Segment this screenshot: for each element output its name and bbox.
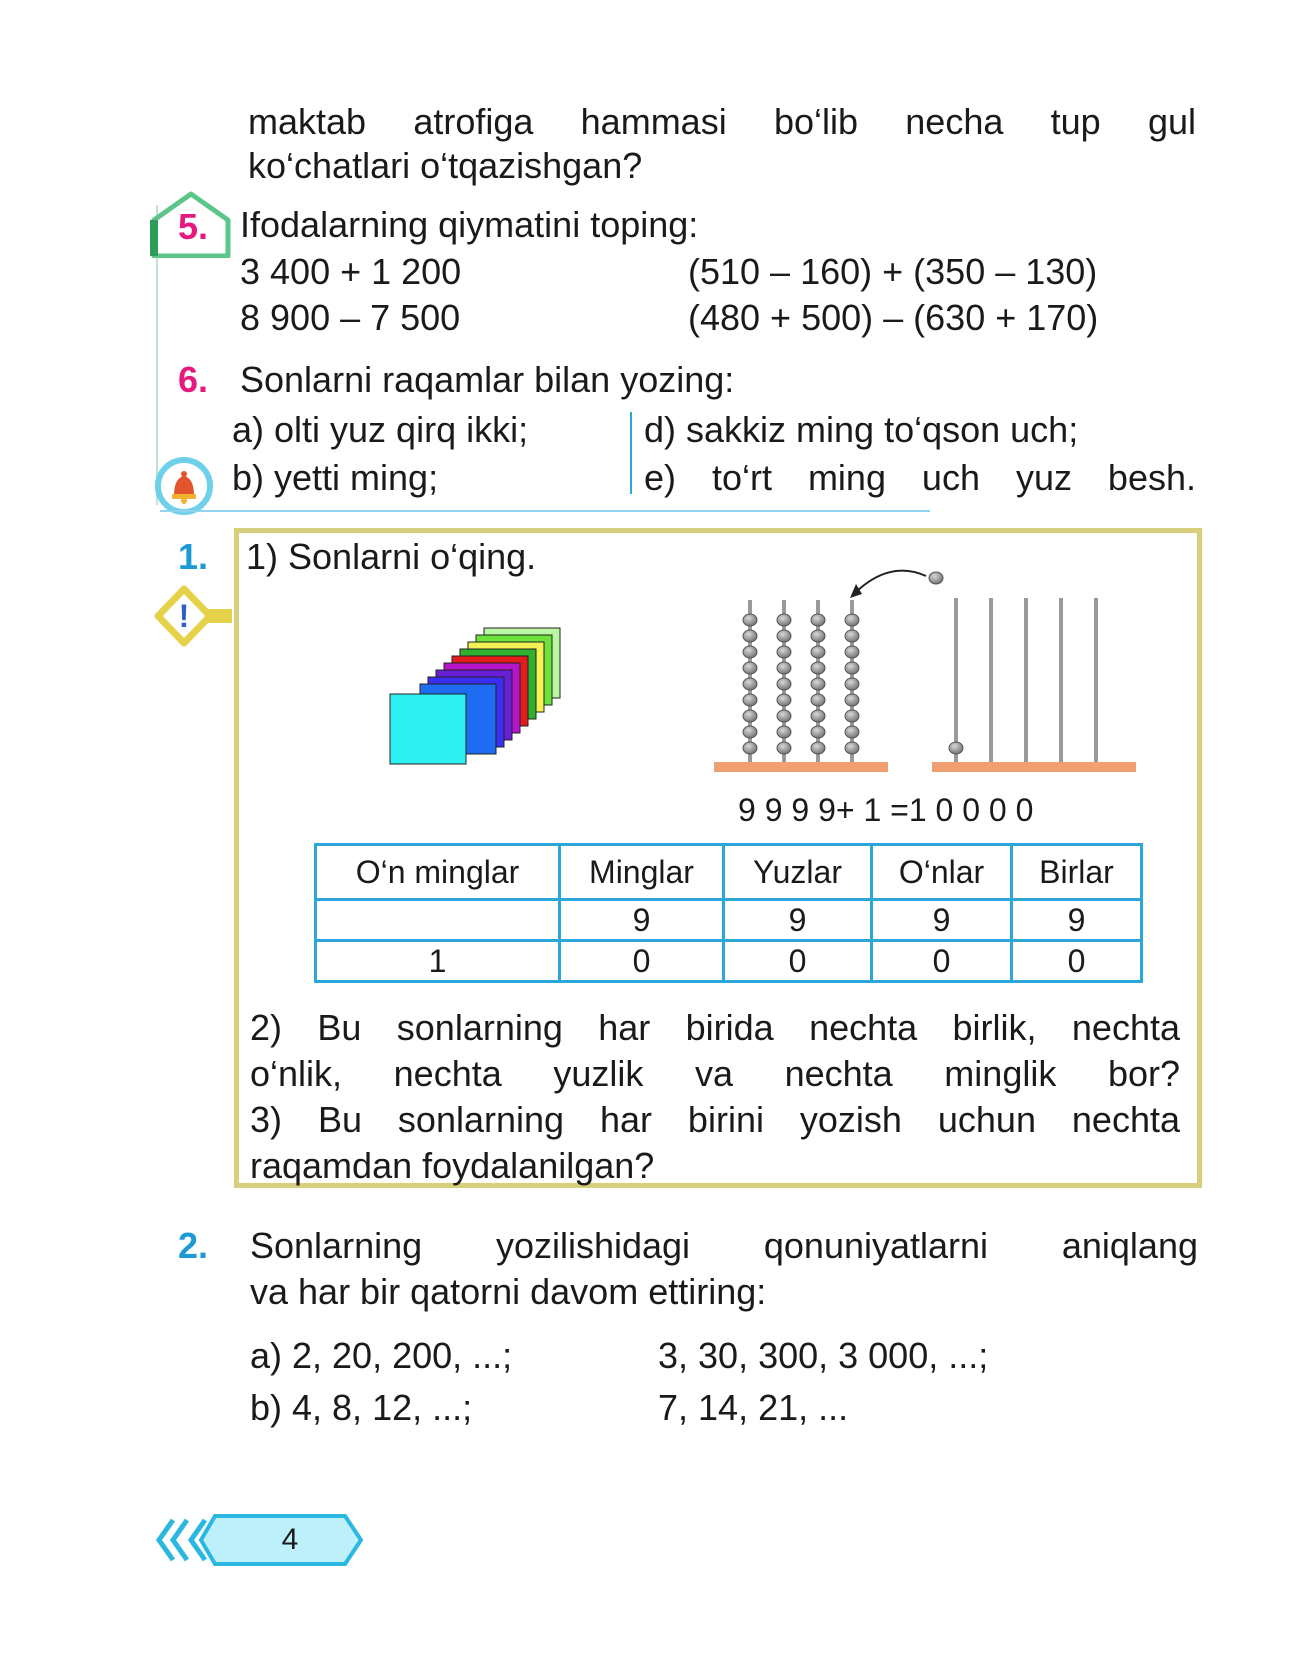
header-hundreds: Yuzlar xyxy=(724,845,872,900)
task2-line1: Sonlarning yozilishidagi qonuniyatlarni aniqlang xyxy=(250,1225,1198,1266)
task6-item-d: d) sakkiz ming to‘qson uch; xyxy=(644,409,1079,450)
table-cell: 0 xyxy=(724,941,872,982)
task6-item-a: a) olti yuz qirq ikki; xyxy=(232,409,529,450)
task6-divider xyxy=(630,412,632,494)
task2-number: 2. xyxy=(178,1225,209,1266)
table-cell: 9 xyxy=(724,900,872,941)
task6-number: 6. xyxy=(178,359,209,400)
header-units: Birlar xyxy=(1012,845,1142,900)
continuation-line-1: maktab atrofiga hammasi bo‘lib necha tup gul xyxy=(248,101,1196,142)
continuation-line-2: ko‘chatlari o‘tqazishgan? xyxy=(248,145,643,186)
table-cell xyxy=(316,900,560,941)
task6-prompt: Sonlarni raqamlar bilan yozing: xyxy=(240,359,735,400)
task1-number: 1. xyxy=(178,536,209,577)
section-divider xyxy=(160,510,930,512)
abacus-equation: 9 9 9 9+ 1 =1 0 0 0 0 xyxy=(738,792,1034,828)
table-cell: 9 xyxy=(1012,900,1142,941)
table-cell: 9 xyxy=(872,900,1012,941)
task5-prompt: Ifodalarning qiymatini toping: xyxy=(240,204,699,245)
abacus-illustration xyxy=(710,556,1140,776)
table-header-row xyxy=(316,845,1142,900)
table-cell: 1 xyxy=(316,941,560,982)
table-cell: 9 xyxy=(560,900,724,941)
table-cell: 0 xyxy=(560,941,724,982)
task2-a-left: a) 2, 20, 200, ...; xyxy=(250,1335,513,1376)
task6-item-b: b) yetti ming; xyxy=(232,457,439,498)
table-row xyxy=(316,900,1142,941)
task2-b-left: b) 4, 8, 12, ...; xyxy=(250,1387,473,1428)
task1-part3-line1: 3) Bu sonlarning har birini yozish uchun nechta xyxy=(250,1099,1180,1140)
svg-text:!: ! xyxy=(178,598,190,634)
page-number: 4 xyxy=(281,1523,299,1556)
bell-icon xyxy=(154,456,214,516)
exclamation-key-icon xyxy=(154,585,234,647)
task5-expr-left-2: 8 900 – 7 500 xyxy=(240,297,461,338)
stacked-cards-illustration xyxy=(386,622,576,770)
task2-line2: va har bir qatorni davom ettiring: xyxy=(250,1271,767,1312)
task2-a-right: 3, 30, 300, 3 000, ...; xyxy=(658,1335,989,1376)
table-cell: 0 xyxy=(1012,941,1142,982)
task5-expr-left-1: 3 400 + 1 200 xyxy=(240,251,462,292)
task1-part3-line2: raqamdan foydalanilgan? xyxy=(250,1145,655,1186)
task1-part2-line2: o‘nlik, nechta yuzlik va nechta minglik bor? xyxy=(250,1053,1180,1094)
task5-expr-right-2: (480 + 500) – (630 + 170) xyxy=(688,297,1099,338)
table-row xyxy=(316,941,1142,982)
header-thousands: Minglar xyxy=(560,845,724,900)
place-value-table xyxy=(314,843,1143,983)
task6-item-e: e) to‘rt ming uch yuz besh. xyxy=(644,457,1196,498)
task5-number: 5. xyxy=(178,206,209,247)
table-cell: 0 xyxy=(872,941,1012,982)
header-tens: O‘nlar xyxy=(872,845,1012,900)
task2-b-right: 7, 14, 21, ... xyxy=(658,1387,849,1428)
page-arrow-icon xyxy=(155,1512,365,1568)
task1-part1: 1) Sonlarni o‘qing. xyxy=(246,536,537,577)
task1-part2-line1: 2) Bu sonlarning har birida nechta birlik, nechta xyxy=(250,1007,1180,1048)
header-ten-thousands: O‘n minglar xyxy=(316,845,560,900)
task5-expr-right-1: (510 – 160) + (350 – 130) xyxy=(688,251,1098,292)
